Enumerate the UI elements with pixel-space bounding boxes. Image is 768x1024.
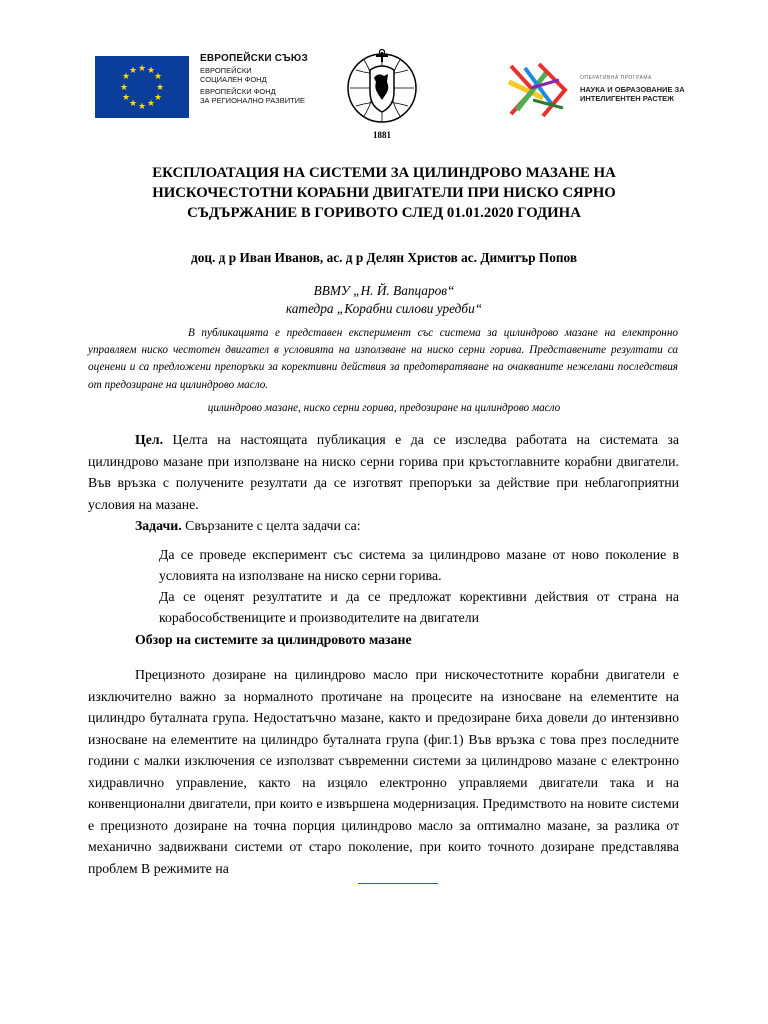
review-paragraph: Прецизното дозиране на цилиндрово масло при нискочестотните корабни двигатели е изключително важно за нормалното протичане на процесите на износване на елементите на цилиндро буталната група. Недостатъчно мазане, както и предозиране биха довели до интензивно износване на елементите на цилиндро буталната група (фиг.1) Във връзка с това през последните години с малки изключения се използват съвременни системи за цилиндрово мазане с електронно хидравлично управление, както на изцяло електронно управляеми двигатели така и на конвенционални двигатели, при които е извършена модернизация. Предимството на новите системи е прецизното дозиране на точна порция цилиндрово масло за оптимално мазане, за разлика от механично задвижвани системи от старо поколение, при които точното дозиране представлява проблем В режимите на <box>88 667 679 876</box>
fund2-line2: ЗА РЕГИОНАЛНО РАЗВИТИЕ <box>200 96 306 105</box>
list-item: Да се проведе експеримент със система за цилиндрово мазане от ново поколение в условията на използване на ниско серни горива. <box>159 547 679 583</box>
title-line-1: ЕКСПЛОАТАЦИЯ НА СИСТЕМИ ЗА ЦИЛИНДРОВО МАЗАНЕ НА <box>152 165 616 181</box>
title-line-3: СЪДЪРЖАНИЕ В ГОРИВОТО СЛЕД 01.01.2020 ГОДИНА <box>187 205 581 221</box>
op-small-label: ОПЕРАТИВНА ПРОГРАМА <box>580 75 652 81</box>
authors: доц. д р Иван Иванов, ас. д р Делян Христов ас. Димитър Попов <box>190 250 578 265</box>
section-heading: Обзор на системите за цилиндровото мазане <box>135 632 412 647</box>
goal-text: Целта на настоящата публикация е да се изследва работата на системата за цилиндрово мазане при използване на ниско серни горива при кръстоглавните корабни двигатели. Във връзка с получените резултати да се изготвят препоръки за действие при неблагоприятни условия на мазане. <box>88 432 679 512</box>
svg-text:★: ★ <box>119 83 129 93</box>
footnote-separator <box>358 883 438 884</box>
svg-text:★: ★ <box>128 99 138 109</box>
goal-paragraph <box>88 429 679 515</box>
svg-text:★: ★ <box>153 72 163 82</box>
op-line2: ИНТЕЛИГЕНТЕН РАСТЕЖ <box>580 94 674 103</box>
crest-year: 1881 <box>373 130 391 140</box>
eu-flag-icon <box>95 56 189 118</box>
tasks-text: Свързаните с целта задачи са: <box>181 518 361 533</box>
abstract: В публикацията е представен експеримент със система за цилиндрово мазане на електронно управляем ниско честотен двигател в условията на използване на ниско серни горива. Представените резултати са оценени и са предложени препоръки за корективни действия за предотвратяване на очакваните нежелани последствия от предозиране на цилиндрово масло. <box>88 327 678 391</box>
institution: ВВМУ „Н. Й. Вапцаров“ <box>313 283 455 298</box>
tasks-intro <box>135 515 679 537</box>
op-program-icon <box>503 60 573 120</box>
svg-text:★: ★ <box>137 102 147 112</box>
svg-text:★: ★ <box>128 66 138 76</box>
list-item: Да се оценят резултатите и да се предложат корективни действия от страна на корабособствениците и производителите на двигатели <box>159 589 679 625</box>
svg-text:★: ★ <box>121 72 131 82</box>
svg-text:★: ★ <box>121 93 131 103</box>
svg-text:★: ★ <box>146 66 156 76</box>
department: катедра „Корабни силови уредби“ <box>285 301 483 316</box>
title-line-2: НИСКОЧЕСТОТНИ КОРАБНИ ДВИГАТЕЛИ ПРИ НИСКО СЯРНО <box>152 185 616 201</box>
fund2-line1: ЕВРОПЕЙСКИ ФОНД <box>200 87 276 96</box>
academy-crest-icon <box>332 48 432 143</box>
tasks-label: Задачи. <box>135 518 182 533</box>
svg-text:★: ★ <box>146 99 156 109</box>
logo-header <box>0 48 768 143</box>
goal-label: Цел. <box>135 432 164 447</box>
eu-logo-text <box>200 54 308 105</box>
keywords: цилиндрово мазане, ниско серни горива, предозиране на цилиндрово масло <box>207 402 561 414</box>
paper-title <box>100 163 668 223</box>
svg-text:★: ★ <box>155 83 165 93</box>
op-line1: НАУКА И ОБРАЗОВАНИЕ ЗА <box>580 85 685 94</box>
op-program-text <box>580 74 685 103</box>
svg-text:★: ★ <box>137 64 147 74</box>
fund1-line1: ЕВРОПЕЙСКИ <box>200 66 252 75</box>
eu-union-label: ЕВРОПЕЙСКИ СЪЮЗ <box>200 53 308 64</box>
tasks-list <box>159 544 679 628</box>
affiliation <box>60 282 708 318</box>
fund1-line2: СОЦИАЛЕН ФОНД <box>200 75 267 84</box>
svg-text:★: ★ <box>153 93 163 103</box>
